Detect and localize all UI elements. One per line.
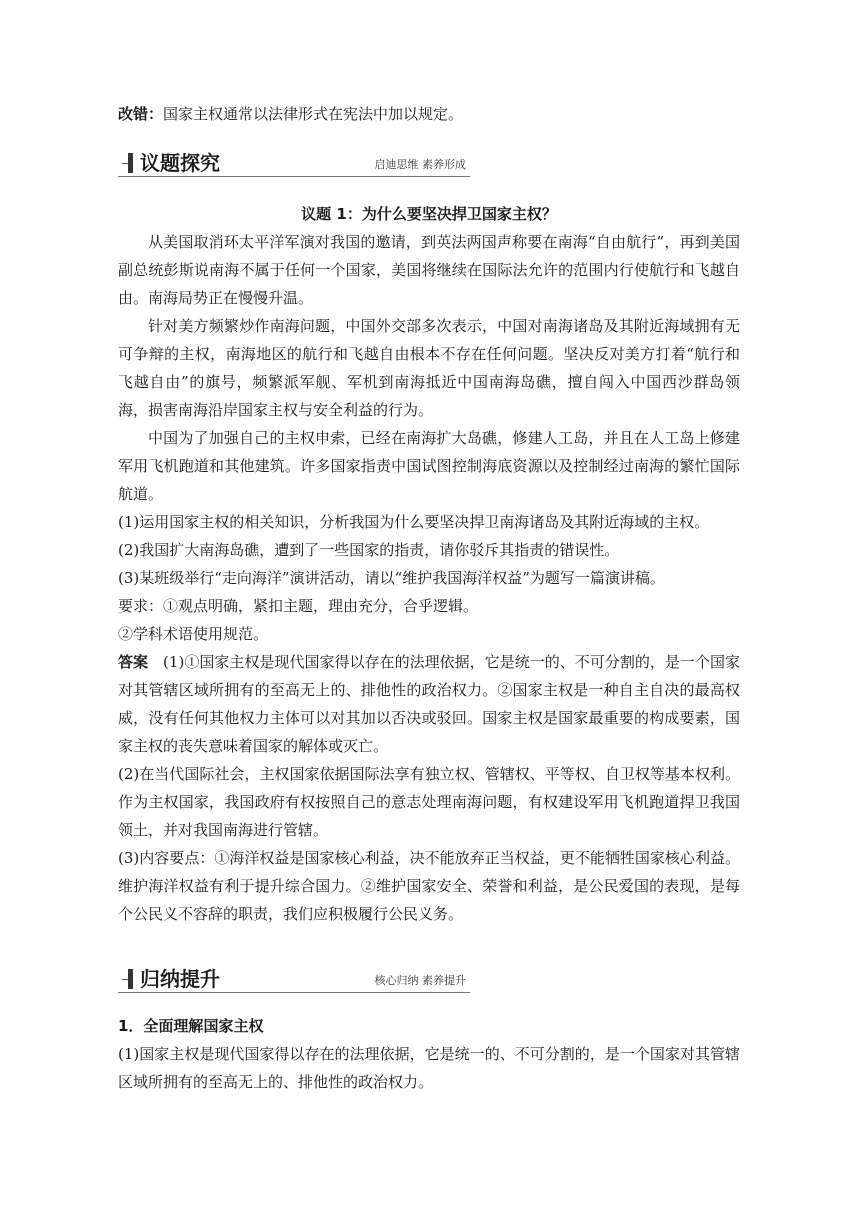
section-banner-summary [118,966,470,993]
banner-subtitle: 启迪思维 素养形成 [374,158,466,171]
material-paragraph: 针对美方频繁炒作南海问题，中国外交部多次表示，中国对南海诸岛及其附近海域拥有无可争辩的主权，南海地区的航行和飞越自由根本不存在任何问题。坚决反对美方打着“航行和飞越自由”的旗号，频繁派军舰、军机到南海抵近中国南海岛礁，擅自闯入中国西沙群岛领海，损害南海沿岸国家主权与安全利益的行为。 [118,317,740,419]
answer-part-3: (3)内容要点：①海洋权益是国家核心利益，决不能放弃正当权益，更不能牺牲国家核心利益。维护海洋权益有利于提升综合国力。②维护国家安全、荣誉和利益，是公民爱国的表现，是每个公民义不容辞的职责，我们应积极履行公民义务。 [118,849,740,923]
summary-item-1: (1)国家主权是现代国家得以存在的法理依据，它是统一的、不可分割的，是一个国家对其管辖区域所拥有的至高无上的、排他性的政治权力。 [118,1045,740,1091]
correction-text: 国家主权通常以法律形式在宪法中加以规定。 [163,105,464,123]
summary-section [118,1012,740,1096]
topic-title: 议题 1：为什么要坚决捍卫国家主权？ [301,205,557,223]
summary-heading: 1．全面理解国家主权 [118,1017,264,1035]
question-2: (2)我国扩大南海岛礁，遭到了一些国家的指责，请你驳斥其指责的错误性。 [118,541,620,559]
banner-bar-icon [128,969,133,989]
banner-title: 归纳提升 [140,967,220,991]
topic-section [118,200,740,928]
answer-part-2: (2)在当代国际社会，主权国家依据国际法享有独立权、管辖权、平等权、自卫权等基本权利。作为主权国家，我国政府有权按照自己的意志处理南海问题，有权建设军用飞机跑道捍卫我国领土，并对我国南海进行管辖。 [118,765,740,839]
correction-line [118,100,740,128]
correction-label: 改错： [118,105,164,123]
requirement-1: 要求：①观点明确，紧扣主题，理由充分，合乎逻辑。 [118,597,479,615]
answer-label: 答案 [118,653,149,671]
material-paragraph: 从美国取消环太平洋军演对我国的邀请，到英法两国声称要在南海“自由航行”，再到美国副总统彭斯说南海不属于任何一个国家，美国将继续在国际法允许的范围内行使航行和飞越自由。南海局势正在慢慢升温。 [118,233,740,307]
answer-part-1: 答案 (1)①国家主权是现代国家得以存在的法理依据，它是统一的、不可分割的，是一个国家对其管辖区域所拥有的至高无上的、排他性的政治权力。②国家主权是一种自主自决的最高权威，没有任何其他权力主体可以对其加以否决或驳回。国家主权是国家最重要的构成要素，国家主权的丧失意味着国家的解体或灭亡。 [118,653,740,755]
banner-bar-icon [128,153,133,173]
banner-subtitle: 核心归纳 素养提升 [374,974,466,987]
material-paragraph: 中国为了加强自己的主权申索，已经在南海扩大岛礁，修建人工岛，并且在人工岛上修建军用飞机跑道和其他建筑。许多国家指责中国试图控制海底资源以及控制经过南海的繁忙国际航道。 [118,429,740,503]
question-3: (3)某班级举行“走向海洋”演讲活动，请以“维护我国海洋权益”为题写一篇演讲稿。 [118,569,665,587]
question-1: (1)运用国家主权的相关知识，分析我国为什么要坚决捍卫南海诸岛及其附近海域的主权。 [118,513,710,531]
section-banner-topic [118,150,470,177]
requirement-2: ②学科术语使用规范。 [118,625,269,643]
banner-title: 议题探究 [140,151,220,175]
